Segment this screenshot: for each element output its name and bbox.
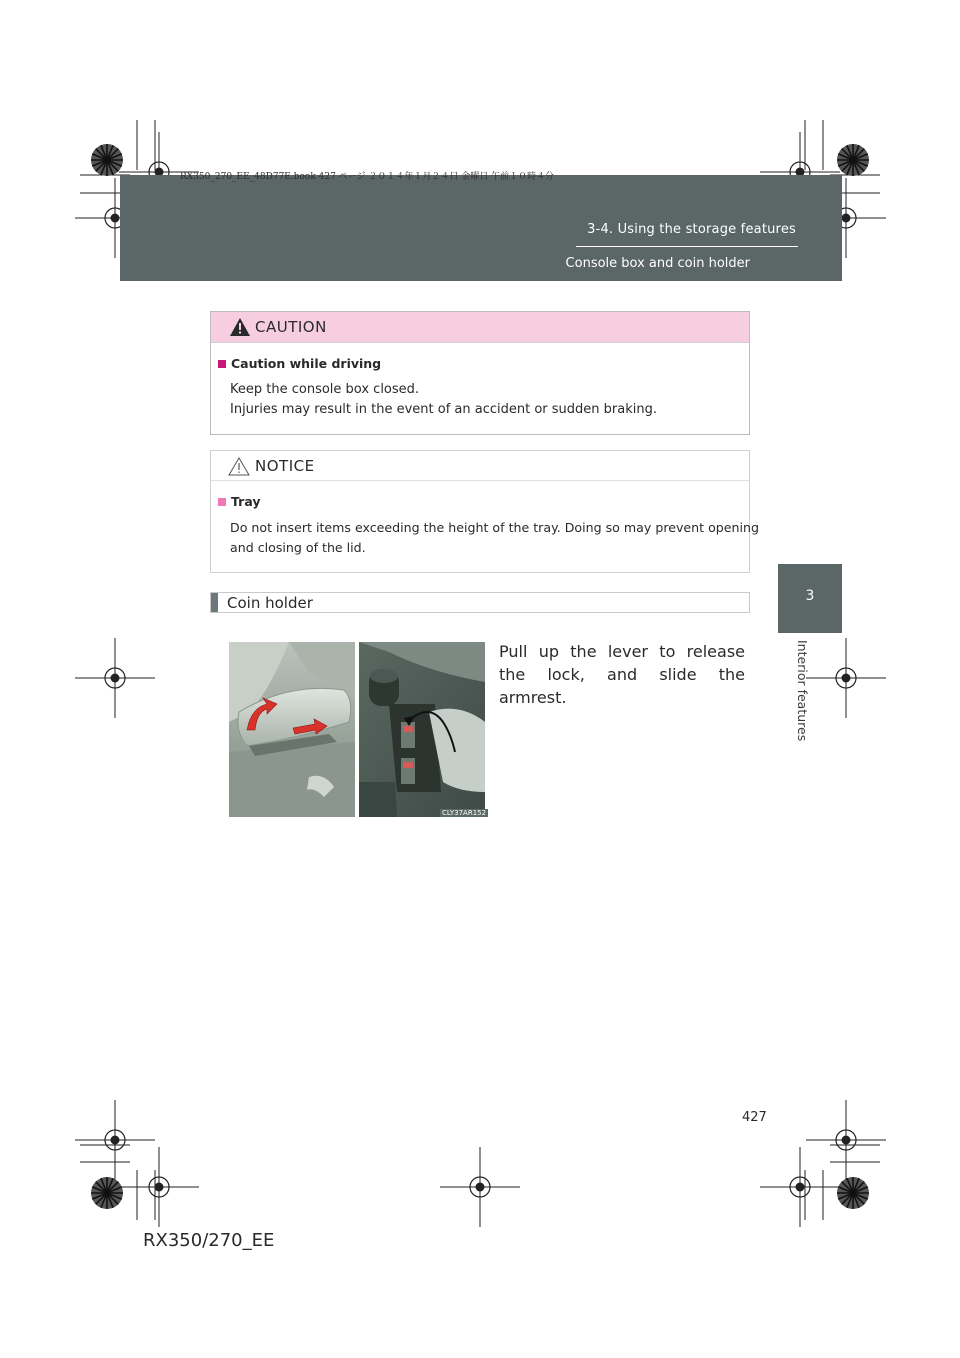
caution-title: CAUTION [255,318,327,336]
notice-header [211,451,749,481]
square-bullet-icon [218,498,226,506]
notice-line: and closing of the lid. [230,540,366,555]
illustration-code: CLY37AR152 [442,809,487,817]
notice-box [210,450,759,573]
notice-line: Do not insert items exceeding the height of the tray. Doing so may prevent opening [230,520,759,535]
instruction-text: Pull up the lever to release the lock, and slide the armrest. [499,642,745,707]
heading-bar [211,593,218,612]
warning-outline-icon [228,457,250,476]
section-title: 3-4. Using the storage features [587,222,796,237]
square-bullet-icon [218,360,226,368]
warning-icon [230,318,250,336]
armrest-illustration [229,642,485,817]
chapter-label: Interior features [795,640,810,742]
notice-title: NOTICE [255,457,315,475]
caution-line: Keep the console box closed. [230,382,420,397]
model-code: RX350/270_EE [143,1230,275,1251]
page-number: 427 [742,1110,767,1125]
caution-item-heading: Caution while driving [218,356,381,371]
chapter-number: 3 [805,588,815,604]
coin-holder-heading [210,592,750,613]
caution-line: Injuries may result in the event of an accident or sudden braking. [230,402,657,417]
print-info: RX350_270_EE_48D77E.book 427 ページ ２０１４年１月２４日 金曜日 午前１０時４分 [180,172,555,182]
caution-header [211,312,749,343]
notice-item-heading: Tray [218,494,261,509]
caution-box [210,311,750,435]
subsection-title: Console box and coin holder [565,256,750,271]
coin-holder-title: Coin holder [227,594,313,612]
section-rule [576,246,798,247]
